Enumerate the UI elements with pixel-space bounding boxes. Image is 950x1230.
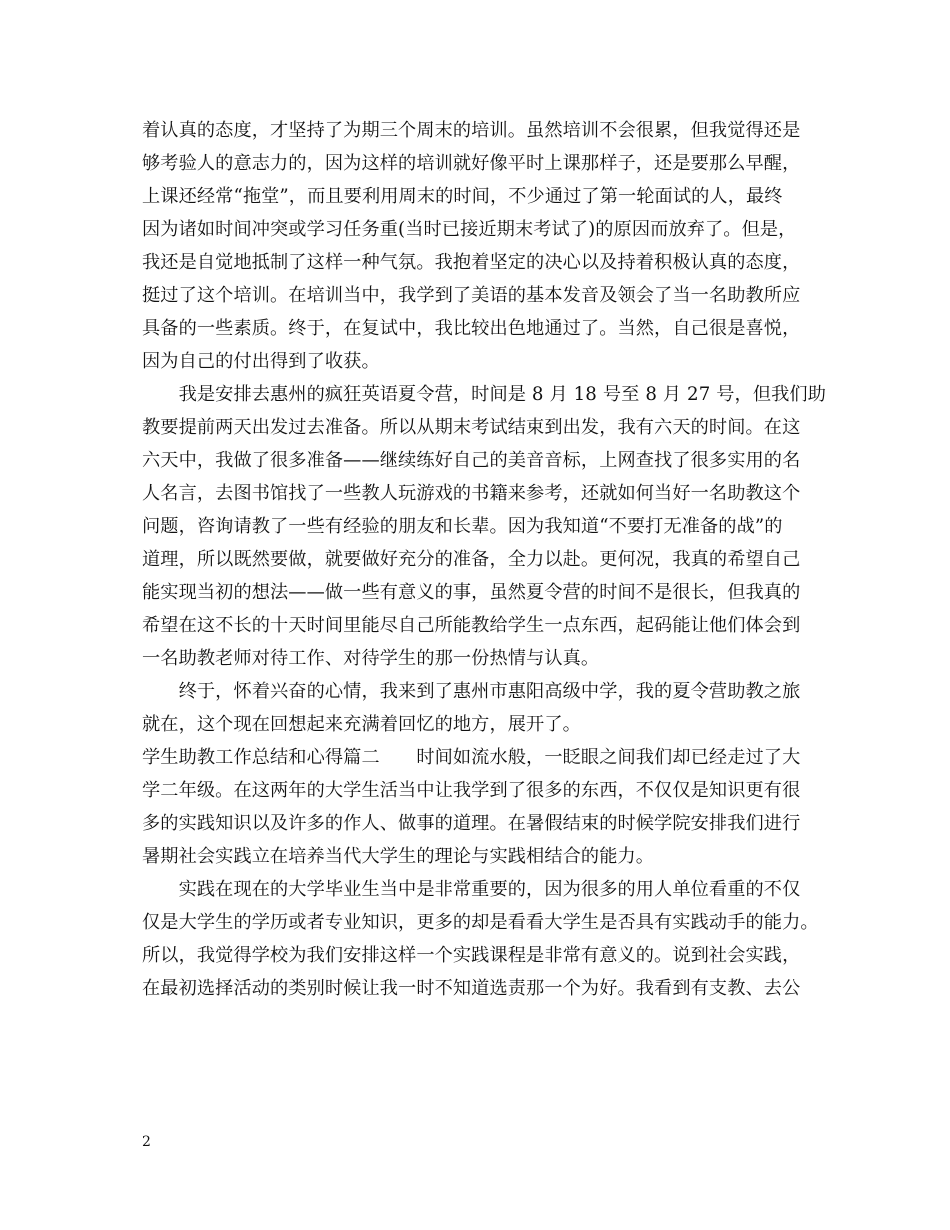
text-line: 学生助教工作总结和心得篇二 时间如流水般，一眨眼之间我们却已经走过了大: [142, 747, 801, 768]
text-line: 能实现当初的想法——做一些有意义的事，虽然夏令营的时间不是很长，但我真的: [142, 582, 801, 603]
text-line: 教要提前两天出发过去准备。所以从期末考试结束到出发，我有六天的时间。在这: [142, 417, 801, 438]
text-line: 在最初选择活动的类别时候让我一时不知道选责那一个为好。我看到有支教、去公: [142, 978, 801, 999]
text-line: 因为诸如时间冲突或学习任务重(当时已接近期末考试了)的原因而放弃了。但是，: [142, 219, 797, 240]
text-line: 所以，我觉得学校为我们安排这样一个实践课程是非常有意义的。说到社会实践，: [142, 945, 801, 966]
text-line: 人名言，去图书馆找了一些教人玩游戏的书籍来参考，还就如何当好一名助教这个: [142, 483, 801, 504]
text-line: 具备的一些素质。终于，在复试中，我比较出色地通过了。当然，自己很是喜悦，: [142, 318, 801, 339]
text-line: 终于，怀着兴奋的心情，我来到了惠州市惠阳高级中学，我的夏令营助教之旅: [142, 681, 801, 702]
text-line: 希望在这不长的十天时间里能尽自己所能教给学生一点东西，起码能让他们体会到: [142, 615, 801, 636]
text-line: 因为自己的付出得到了收获。: [142, 351, 380, 372]
text-line: 上课还经常“拖堂”，而且要利用周末的时间，不少通过了第一轮面试的人，最终: [142, 186, 783, 207]
text-line: 就在，这个现在回想起来充满着回忆的地方，展开了。: [142, 714, 581, 735]
text-line: 我是安排去惠州的疯狂英语夏令营，时间是 8 月 18 号至 8 月 27 号，但我们助: [142, 384, 826, 405]
text-line: 暑期社会实践立在培养当代大学生的理论与实践相结合的能力。: [142, 846, 655, 867]
text-line: 实践在现在的大学毕业生当中是非常重要的，因为很多的用人单位看重的不仅: [142, 879, 801, 900]
text-line: 问题，咨询请教了一些有经验的朋友和长辈。因为我知道“不要打无准备的战”的: [142, 516, 783, 537]
text-line: 六天中，我做了很多准备——继续练好自己的美音音标，上网查找了很多实用的名: [142, 450, 801, 471]
body-text: [142, 114, 842, 1005]
text-line: 我还是自觉地抵制了这样一种气氛。我抱着坚定的决心以及持着积极认真的态度，: [142, 252, 801, 273]
text-line: 一名助教老师对待工作、对待学生的那一份热情与认真。: [142, 648, 600, 669]
text-line: 多的实践知识以及许多的作人、做事的道理。在暑假结束的时候学院安排我们进行: [142, 813, 801, 834]
page-number: 2: [142, 1134, 151, 1150]
text-line: 学二年级。在这两年的大学生活当中让我学到了很多的东西，不仅仅是知识更有很: [142, 780, 801, 801]
text-line: 够考验人的意志力的，因为这样的培训就好像平时上课那样子，还是要那么早醒，: [142, 153, 801, 174]
text-line: 着认真的态度，才坚持了为期三个周末的培训。虽然培训不会很累，但我觉得还是: [142, 120, 801, 141]
text-line: 挺过了这个培训。在培训当中，我学到了美语的基本发音及领会了当一名助教所应: [142, 285, 801, 306]
text-line: 仅是大学生的学历或者专业知识，更多的却是看看大学生是否具有实践动手的能力。: [142, 912, 819, 933]
text-line: 道理，所以既然要做，就要做好充分的准备，全力以赴。更何况，我真的希望自己: [142, 549, 801, 570]
